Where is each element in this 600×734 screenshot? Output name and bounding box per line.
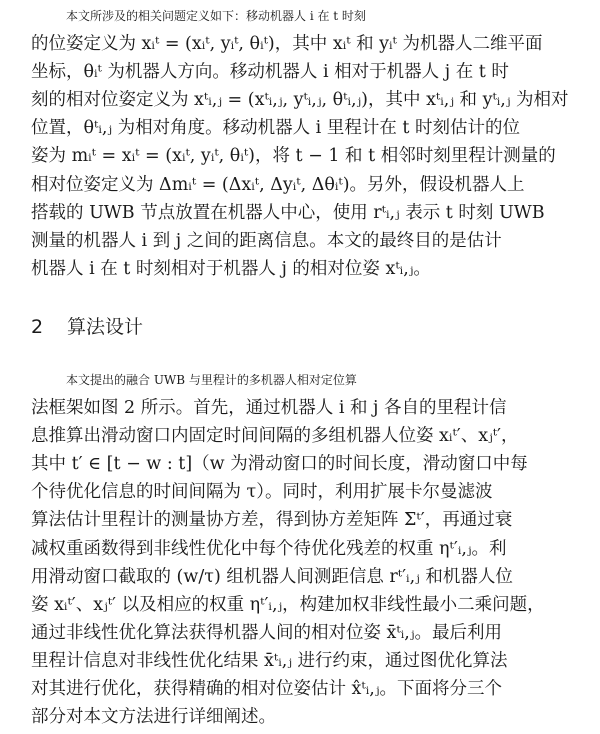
text-line: 搭载的 UWB 节点放置在机器人中心，使用 rᵗᵢ,ⱼ 表示 t 时刻 UWB [31,202,545,223]
text-line: 息推算出滑动窗口内固定时间间隔的多组机器人位姿 xᵢᵗ′、xⱼᵗ′， [31,426,519,447]
text-line: 部分对本文方法进行详细阐述。 [31,707,276,728]
text-line: 位置，θᵗᵢ,ⱼ 为相对角度。移动机器人 i 里程计在 t 时刻估计的位 [31,118,520,139]
text-line: 本文所涉及的相关问题定义如下：移动机器人 i 在 t 时刻 [66,9,366,23]
algorithm-overview-paragraph [31,366,579,731]
text-line: 测量的机器人 i 到 j 之间的距离信息。本文的最终目的是估计 [31,230,502,251]
text-line: 相对位姿定义为 Δmᵢᵗ = (Δxᵢᵗ, Δyᵢᵗ, Δθᵢᵗ)。另外，假设机器人上 [31,174,525,195]
text-line: 刻的相对位姿定义为 xᵗᵢ,ⱼ = (xᵗᵢ,ⱼ, yᵗᵢ,ⱼ, θᵗᵢ,ⱼ)，其中 xᵗᵢ,ⱼ 和 yᵗᵢ,ⱼ 为相对 [31,90,569,111]
text-line: 姿 xᵢᵗ′、xⱼᵗ′ 以及相应的权重 ηᵗ′ᵢ,ⱼ，构建加权非线性最小二乘问题， [31,594,545,615]
text-line: 减权重函数得到非线性优化中每个待优化残差的权重 ηᵗ′ᵢ,ⱼ。利 [31,538,507,559]
text-line: 机器人 i 在 t 时刻相对于机器人 j 的相对位姿 xᵗᵢ,ⱼ。 [31,258,431,279]
section-heading [31,313,143,341]
text-line: 个待优化信息的时间间隔为 τ）。同时，利用扩展卡尔曼滤波 [31,482,493,503]
text-line: 本文提出的融合 UWB 与里程计的多机器人相对定位算 [66,373,357,387]
problem-definition-paragraph [31,2,579,283]
section-number: 2 [31,316,44,338]
text-line: 对其进行优化，获得精确的相对位姿估计 x̂ᵗᵢ,ⱼ。下面将分三个 [31,679,502,700]
text-line: 里程计信息对非线性优化结果 x̄ᵗᵢ,ⱼ 进行约束，通过图优化算法 [31,650,508,671]
text-line: 姿为 mᵢᵗ = xᵢᵗ = (xᵢᵗ, yᵢᵗ, θᵢᵗ)，将 t − 1 和 t 相邻时刻里程计测量的 [31,146,556,167]
text-line: 的位姿定义为 xᵢᵗ = (xᵢᵗ, yᵢᵗ, θᵢᵗ)，其中 xᵢᵗ 和 yᵢᵗ 为机器人二维平面 [31,34,543,55]
text-line: 坐标，θᵢᵗ 为机器人方向。移动机器人 i 相对于机器人 j 在 t 时 [31,62,509,83]
text-line: 通过非线性优化算法获得机器人间的相对位姿 x̄ᵗᵢ,ⱼ。最后利用 [31,622,502,643]
text-line: 算法估计里程计的测量协方差，得到协方差矩阵 Σᵗ′，再通过衰 [31,510,513,531]
text-line: 用滑动窗口截取的 (w/τ) 组机器人间测距信息 rᵗ′ᵢ,ⱼ 和机器人位 [31,566,513,587]
text-line: 其中 t′ ∈ [t − w : t]（w 为滑动窗口的时间长度，滑动窗口中每 [31,454,528,475]
text-line: 法框架如图 2 所示。首先，通过机器人 i 和 j 各自的里程计信 [31,398,507,419]
section-title: 算法设计 [67,316,144,338]
